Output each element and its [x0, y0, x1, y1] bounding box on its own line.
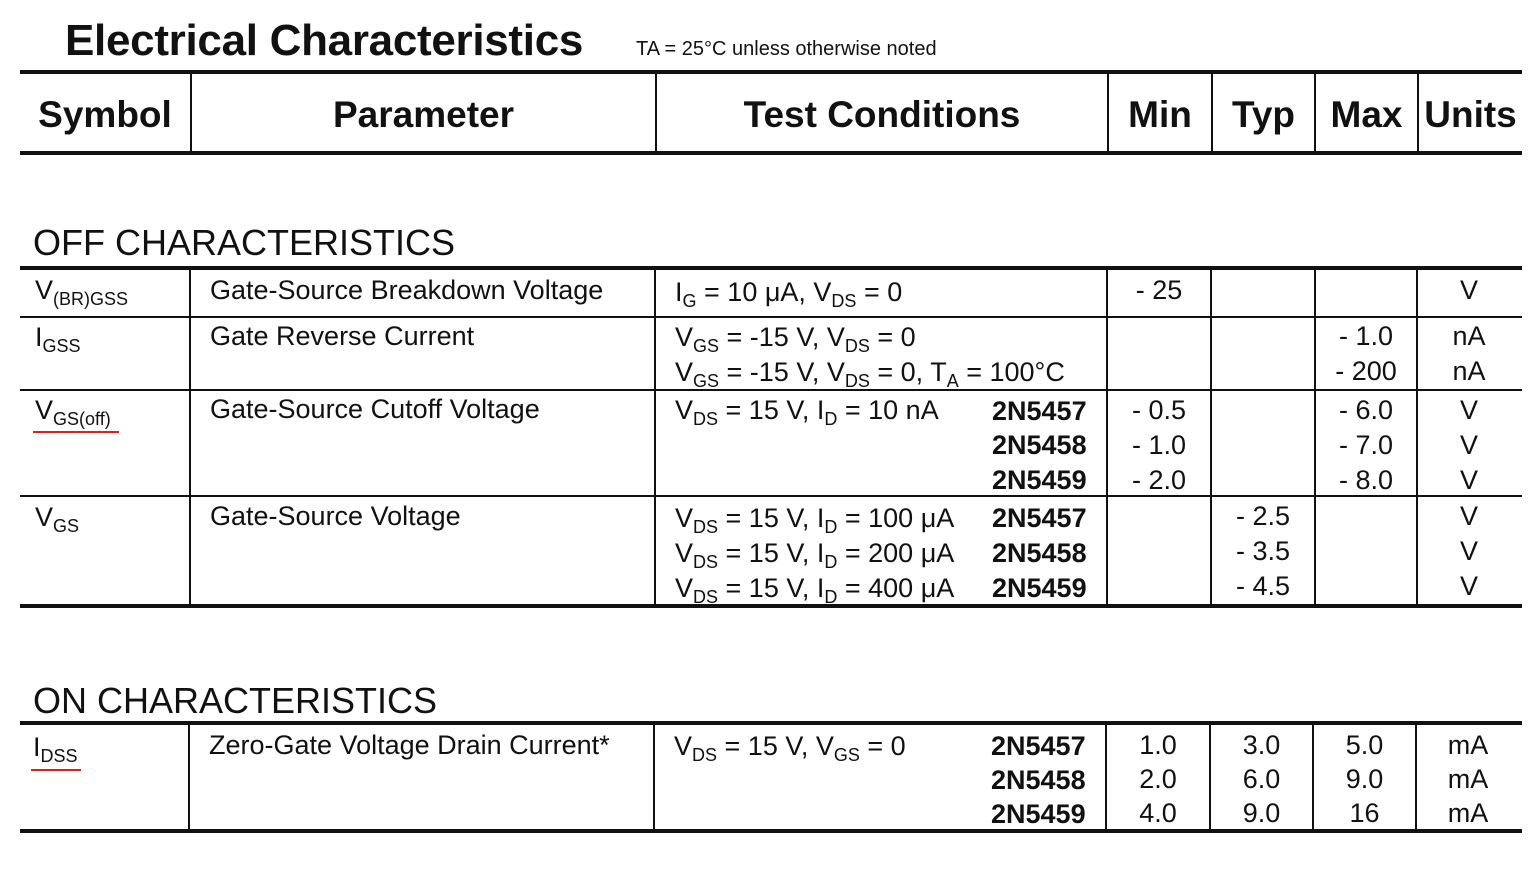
param-vgs: Gate-Source Voltage	[210, 501, 461, 531]
header-top-rule	[20, 70, 1522, 74]
max-vgsoff: - 7.0	[1338, 430, 1394, 460]
param-vgsoff: Gate-Source Cutoff Voltage	[210, 394, 540, 424]
column-divider	[654, 268, 656, 605]
part-number: 2N5459	[992, 465, 1087, 495]
min-vgsoff: - 1.0	[1131, 430, 1187, 460]
part-number: 2N5457	[991, 731, 1086, 761]
row-rule	[20, 316, 1522, 318]
typ-vgs: - 3.5	[1235, 536, 1291, 566]
units-vgsoff: V	[1459, 430, 1478, 460]
header-test-conditions: Test Conditions	[743, 94, 1021, 135]
units-idss: mA	[1447, 798, 1489, 828]
cond-igss-2: $V_{GS} = -15$ V, $V_{DS} = 0$, $T_A = 100^\circ C$	[675, 357, 1065, 391]
min-vgsoff: - 2.0	[1131, 465, 1187, 495]
part-number: 2N5458	[992, 538, 1087, 568]
header-symbol: Symbol	[38, 94, 172, 135]
units-igss-1: nA	[1452, 321, 1486, 351]
units-vgsoff: V	[1459, 395, 1478, 425]
max-vgsoff: - 8.0	[1338, 465, 1394, 495]
annotation-underline	[31, 769, 81, 771]
section-on-title: ON CHARACTERISTICS	[33, 680, 438, 721]
units-vgs: V	[1459, 536, 1478, 566]
units-igss-2: nA	[1452, 356, 1486, 386]
max-idss: 16	[1349, 798, 1380, 828]
typ-idss: 6.0	[1242, 764, 1281, 794]
cond-vgs-2: $V_{DS} = 15$ V, $I_D = 200$ μA	[675, 538, 955, 572]
column-divider	[189, 268, 191, 605]
max-igss-2: - 200	[1335, 356, 1397, 386]
part-number: 2N5458	[991, 765, 1086, 795]
section-on-top-rule	[20, 721, 1522, 725]
param-idss: Zero-Gate Voltage Drain Current*	[209, 730, 610, 760]
cond-igss-1: $V_{GS} = -15$ V, $V_{DS} = 0$	[675, 322, 916, 356]
temperature-note: TA = 25°C unless otherwise noted	[636, 38, 937, 60]
part-number: 2N5457	[992, 396, 1087, 426]
cond-idss: $V_{DS} = 15$ V, $V_{GS} = 0$	[674, 731, 906, 765]
cond-vgs-3: $V_{DS} = 15$ V, $I_D = 400$ μA	[675, 573, 955, 607]
max-vgsoff: - 6.0	[1338, 395, 1394, 425]
typ-idss: 3.0	[1242, 730, 1281, 760]
part-number: 2N5458	[992, 430, 1087, 460]
units-vbrgss: V	[1459, 275, 1478, 305]
typ-vgs: - 4.5	[1235, 571, 1291, 601]
symbol-vgs: $V_{GS}$	[35, 502, 80, 536]
column-divider	[188, 723, 190, 830]
page-title: Electrical Characteristics	[65, 16, 584, 65]
max-idss: 5.0	[1345, 730, 1384, 760]
header-typ: Typ	[1231, 94, 1296, 135]
units-vgsoff: V	[1459, 465, 1478, 495]
max-igss-1: - 1.0	[1338, 321, 1394, 351]
min-idss: 4.0	[1139, 798, 1177, 828]
min-vgsoff: - 0.5	[1131, 395, 1187, 425]
symbol-vbrgss: $V_{(BR)GSS}$	[35, 275, 129, 309]
param-vbrgss: Gate-Source Breakdown Voltage	[210, 275, 604, 305]
symbol-vgsoff: $V_{GS(off)}$	[35, 395, 111, 429]
header-parameter: Parameter	[332, 94, 514, 135]
symbol-igss: $I_{GSS}$	[35, 322, 81, 356]
header-bottom-rule	[20, 151, 1522, 155]
part-number: 2N5459	[991, 799, 1086, 829]
part-number: 2N5457	[992, 503, 1087, 533]
column-divider	[653, 723, 655, 830]
max-idss: 9.0	[1345, 764, 1384, 794]
section-off-bottom-rule	[20, 604, 1522, 608]
part-number: 2N5459	[992, 573, 1087, 603]
units-idss: mA	[1447, 730, 1489, 760]
min-idss: 1.0	[1139, 730, 1177, 760]
cond-vbrgss: $I_G = 10$ μA, $V_{DS} = 0$	[675, 277, 903, 311]
header-min: Min	[1128, 94, 1192, 135]
symbol-idss: $I_{DSS}$	[33, 732, 78, 766]
row-rule	[20, 389, 1522, 391]
cond-vgs-1: $V_{DS} = 15$ V, $I_D = 100$ μA	[675, 503, 955, 537]
cond-vgsoff: $V_{DS} = 15$ V, $I_D = 10$ nA	[675, 395, 939, 429]
min-idss: 2.0	[1139, 764, 1177, 794]
min-vbrgss: - 25	[1135, 275, 1183, 305]
row-rule	[20, 495, 1522, 497]
section-on-bottom-rule	[20, 829, 1522, 833]
header-max: Max	[1330, 94, 1403, 135]
header-units: Units	[1424, 94, 1517, 135]
typ-idss: 9.0	[1242, 798, 1281, 828]
annotation-underline	[33, 431, 119, 433]
section-off-title: OFF CHARACTERISTICS	[33, 222, 456, 263]
param-igss: Gate Reverse Current	[210, 321, 475, 351]
units-vgs: V	[1459, 501, 1478, 531]
typ-vgs: - 2.5	[1235, 501, 1291, 531]
section-off-top-rule	[20, 266, 1522, 270]
units-vgs: V	[1459, 571, 1478, 601]
units-idss: mA	[1447, 764, 1489, 794]
